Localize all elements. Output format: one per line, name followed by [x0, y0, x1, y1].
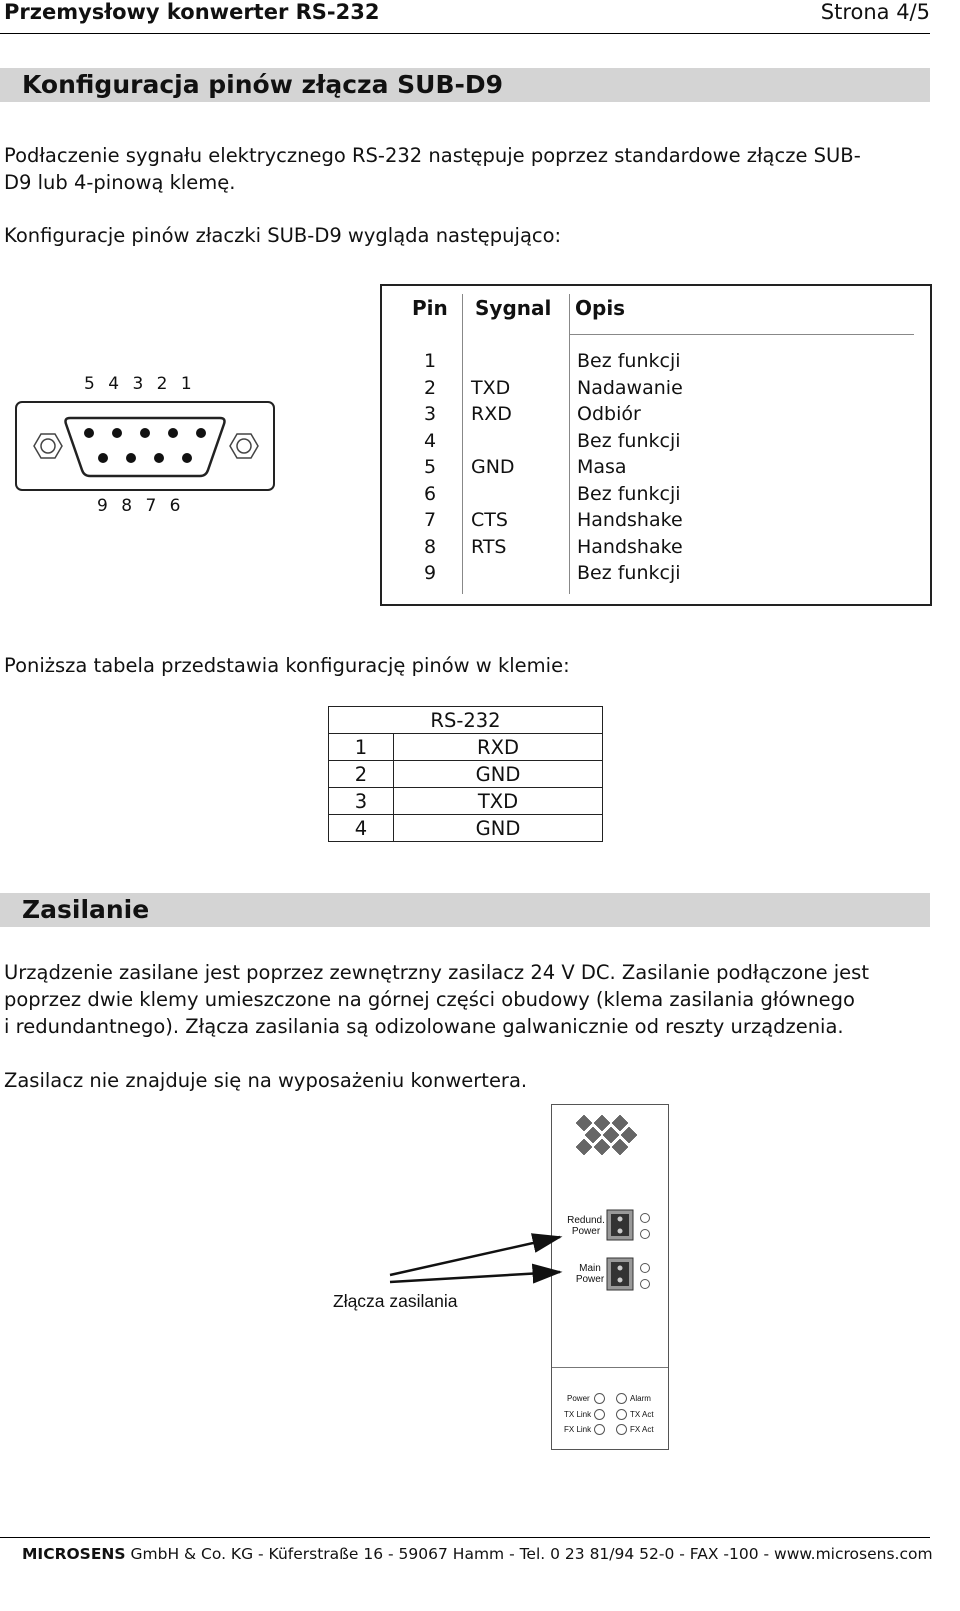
section-title-power: Zasilanie — [22, 895, 150, 924]
section-title-pin-config: Konfiguracja pinów złącza SUB-D9 — [22, 70, 504, 99]
main-power-label: Main Power — [575, 1263, 605, 1285]
table-row: 7 CTS Handshake — [424, 509, 683, 531]
pin-table-body — [424, 348, 924, 587]
led-indicator-icon — [616, 1393, 627, 1404]
paragraph-terminal-intro: Poniższa tabela przedstawia konfigurację pinów w klemie: — [4, 654, 570, 677]
subd9-connector-diagram — [14, 400, 276, 492]
terminal-table-header: RS-232 — [329, 707, 603, 734]
column-header-signal: Sygnal — [475, 296, 552, 320]
table-row — [329, 815, 603, 842]
company-address: GmbH & Co. KG - Küferstraße 16 - 59067 Hamm - Tel. 0 23 81/94 52-0 - FAX -100 - www.microsens.com — [125, 1545, 933, 1563]
table-row: 3 RXD Odbiór — [424, 403, 641, 425]
connector-bottom-pin-numbers: 9 8 7 6 — [97, 496, 181, 516]
company-name: MICROSENS — [22, 1545, 126, 1563]
led-indicator-icon — [616, 1424, 627, 1435]
led-indicator-icon — [594, 1409, 605, 1420]
led-label-tx-link: TX Link — [564, 1410, 592, 1419]
table-row: 6 Bez funkcji — [424, 482, 681, 505]
table-row: 4 Bez funkcji — [424, 429, 681, 452]
terminal-pin-table — [328, 706, 603, 842]
table-row — [329, 761, 603, 788]
logo-diamonds-icon — [572, 1113, 648, 1165]
arrow-to-main-power-icon — [390, 1272, 560, 1282]
terminal-number: 1 — [329, 734, 394, 761]
paragraph-intro — [4, 142, 929, 196]
terminal-number: 4 — [329, 815, 394, 842]
paragraph-power — [4, 959, 929, 1040]
section-heading-bar — [0, 68, 930, 102]
redundant-power-terminal-icon — [606, 1209, 636, 1243]
table-row: 1 Bez funkcji — [424, 350, 681, 372]
column-header-pin: Pin — [412, 296, 448, 320]
header-divider — [0, 33, 930, 34]
page-footer — [22, 1545, 933, 1563]
paragraph-line: i redundantnego). Złącza zasilania są odizolowane galwanicznie od reszty urządzenia. — [4, 1015, 844, 1038]
footer-divider — [0, 1537, 930, 1538]
terminal-marker-icon — [640, 1213, 650, 1223]
header-underline — [570, 334, 914, 335]
main-power-terminal-icon — [606, 1257, 636, 1293]
pin-table — [380, 284, 932, 606]
callout-arrows — [380, 1220, 570, 1290]
column-header-description: Opis — [575, 296, 626, 320]
paragraph-power-supply-note: Zasilacz nie znajduje się na wyposażeniu konwertera. — [4, 1069, 528, 1092]
arrow-to-redundant-power-icon — [390, 1237, 560, 1275]
table-row: 9 Bez funkcji — [424, 562, 681, 584]
document-title: Przemysłowy konwerter RS-232 — [4, 0, 380, 24]
paragraph-line: poprzez dwie klemy umieszczone na górnej części obudowy (klema zasilania głównego — [4, 988, 855, 1011]
connector-top-pin-numbers: 5 4 3 2 1 — [84, 374, 192, 394]
led-label-tx-act: TX Act — [630, 1410, 654, 1419]
led-indicator-icon — [594, 1424, 605, 1435]
table-row — [329, 788, 603, 815]
led-label-power: Power — [567, 1394, 590, 1403]
table-row — [329, 734, 603, 761]
page-number: Strona 4/5 — [820, 0, 930, 24]
terminal-signal: TXD — [394, 788, 603, 815]
terminal-signal: GND — [394, 815, 603, 842]
table-row: 5 GND Masa — [424, 456, 627, 478]
terminal-signal: GND — [394, 761, 603, 788]
paragraph-pin-config: Konfiguracje pinów złaczki SUB-D9 wygląda następująco: — [4, 224, 562, 247]
panel-divider — [552, 1367, 668, 1368]
terminal-signal: RXD — [394, 734, 603, 761]
table-row: 2 TXD Nadawanie — [424, 376, 683, 399]
led-label-fx-act: FX Act — [630, 1425, 654, 1434]
terminal-number: 2 — [329, 761, 394, 788]
paragraph-line: Urządzenie zasilane jest poprzez zewnętrzny zasilacz 24 V DC. Zasilanie podłączone jest — [4, 961, 869, 984]
terminal-marker-icon — [640, 1263, 650, 1273]
led-label-fx-link: FX Link — [564, 1425, 592, 1434]
paragraph-line: Podłaczenie sygnału elektrycznego RS-232 następuje poprzez standardowe złącze SUB- — [4, 144, 861, 167]
table-row: 8 RTS Handshake — [424, 535, 683, 558]
led-indicator-icon — [616, 1409, 627, 1420]
table-header-row — [329, 707, 603, 734]
redundant-power-label: Redund. Power — [567, 1215, 605, 1237]
led-indicator-icon — [594, 1393, 605, 1404]
terminal-marker-icon — [640, 1279, 650, 1289]
terminal-number: 3 — [329, 788, 394, 815]
section-heading-bar — [0, 893, 930, 927]
terminal-marker-icon — [640, 1229, 650, 1239]
led-label-alarm: Alarm — [630, 1394, 651, 1403]
paragraph-line: D9 lub 4-pinową klemę. — [4, 171, 236, 194]
power-connectors-label: Złącza zasilania — [333, 1291, 458, 1311]
